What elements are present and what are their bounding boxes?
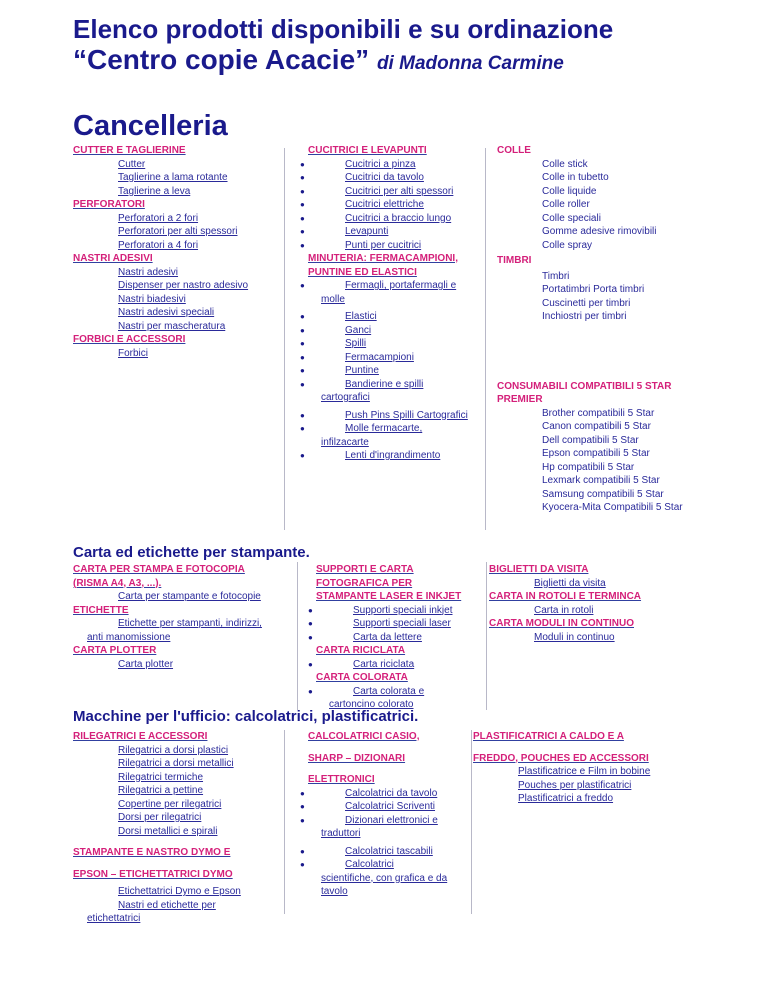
link-dizionari[interactable]: ● Dizionari elettronici e — [300, 814, 470, 828]
carta-column-2 — [308, 563, 483, 712]
link-cucitrici-elettriche[interactable]: ● Cucitrici elettriche — [300, 198, 480, 212]
link-molle[interactable]: ● Molle fermacarte, — [300, 422, 480, 436]
link-calc-tascabili[interactable]: ● Calcolatrici tascabili — [300, 845, 470, 859]
category-timbri: TIMBRI — [497, 255, 532, 266]
category-cutter[interactable]: CUTTER E TAGLIERINE — [73, 145, 186, 156]
item-hp: Hp compatibili 5 Star — [542, 461, 635, 473]
link-fermagli-cont[interactable]: molle — [321, 293, 345, 305]
link-dorsi-spirali[interactable]: Dorsi metallici e spirali — [118, 825, 218, 837]
link-carta-riciclata[interactable]: ● Carta riciclata — [308, 658, 483, 672]
macchine-column-2 — [300, 730, 470, 899]
shop-name — [73, 44, 564, 76]
shop-name-text: “Centro copie Acacie” — [73, 44, 370, 75]
category-colorata[interactable]: CARTA COLORATA — [316, 672, 408, 683]
category-perforatori[interactable]: PERFORATORI — [73, 199, 145, 210]
category-consumabili-2: PREMIER — [497, 394, 543, 405]
category-elettronici[interactable]: ELETTRONICI — [308, 774, 375, 785]
link-carta-plotter[interactable]: Carta plotter — [118, 658, 174, 670]
item-timbri: Timbri — [542, 270, 570, 282]
link-dizionari-cont[interactable]: traduttori — [321, 828, 361, 839]
link-bandierine[interactable]: ● Bandierine e spilli — [300, 378, 480, 392]
link-cucitrici-pinza[interactable]: ● Cucitrici a pinza — [300, 158, 480, 172]
link-cutter[interactable]: Cutter — [118, 158, 146, 170]
category-carta-stampa[interactable]: CARTA PER STAMPA E FOTOCOPIA — [73, 564, 245, 575]
link-biadesivi[interactable]: Nastri biadesivi — [118, 293, 186, 305]
link-cucitrici-braccio[interactable]: ● Cucitrici a braccio lungo — [300, 212, 480, 226]
link-puntine[interactable]: ● Puntine — [300, 364, 480, 378]
link-calc-scientifiche-cont[interactable]: scientifiche, con grafica e da — [321, 872, 448, 884]
link-perforatori-4[interactable]: Perforatori a 4 fori — [118, 239, 199, 251]
item-inchiostri: Inchiostri per timbri — [542, 311, 627, 322]
category-colle: COLLE — [497, 145, 531, 156]
link-dispenser[interactable]: Dispenser per nastro adesivo — [118, 280, 249, 291]
category-consumabili: CONSUMABILI COMPATIBILI 5 STAR — [497, 380, 672, 392]
category-supporti[interactable]: SUPPORTI E CARTA — [316, 564, 414, 575]
link-levapunti[interactable]: ● Levapunti — [300, 225, 480, 239]
column-divider — [485, 148, 486, 530]
link-nastri-etichette[interactable]: Nastri ed etichette per — [118, 899, 216, 911]
category-stampante-dymo[interactable]: STAMPANTE E NASTRO DYMO E — [73, 847, 231, 858]
item-gomme-adesive: Gomme adesive rimovibili — [542, 226, 657, 237]
link-etichettatrici[interactable]: Etichettatrici Dymo e Epson — [118, 886, 241, 897]
link-taglierine-leva[interactable]: Taglierine a leva — [118, 185, 191, 197]
category-forbici[interactable]: FORBICI E ACCESSORI — [73, 334, 186, 345]
section-title-cancelleria: Cancelleria — [73, 110, 228, 142]
link-carta-colorata-cont[interactable]: cartoncino colorato — [329, 699, 414, 710]
link-fermacampioni[interactable]: ● Fermacampioni — [300, 351, 480, 365]
carta-column-1 — [73, 563, 288, 671]
item-colle-spray: Colle spray — [542, 239, 593, 251]
link-carta-rotoli[interactable]: Carta in rotoli — [534, 604, 594, 616]
link-nastri-speciali[interactable]: Nastri adesivi speciali — [118, 307, 215, 318]
cancelleria-column-3 — [497, 144, 757, 515]
category-minuteria-2[interactable]: PUNTINE ED ELASTICI — [308, 266, 417, 278]
link-nastri-adesivi[interactable]: Nastri adesivi — [118, 266, 179, 278]
category-sharp[interactable]: SHARP – DIZIONARI — [308, 752, 406, 764]
category-nastri[interactable]: NASTRI ADESIVI — [73, 253, 153, 264]
category-supporti-2[interactable]: FOTOGRAFICA PER — [316, 577, 413, 589]
link-carta-colorata[interactable]: ● Carta colorata e — [308, 685, 483, 699]
link-rilegatrici-plastici[interactable]: Rilegatrici a dorsi plastici — [118, 744, 229, 756]
item-colle-roller: Colle roller — [542, 199, 590, 210]
link-rilegatrici-termiche[interactable]: Rilegatrici termiche — [118, 771, 204, 783]
link-moduli[interactable]: Moduli in continuo — [534, 631, 615, 643]
link-rilegatrici-pettine[interactable]: Rilegatrici a pettine — [118, 785, 204, 796]
link-carta-stampante[interactable]: Carta per stampante e fotocopie — [118, 591, 261, 602]
category-minuteria[interactable]: MINUTERIA: FERMACAMPIONI, — [308, 253, 458, 264]
link-lenti[interactable]: ● Lenti d'ingrandimento — [300, 449, 480, 463]
item-colle-tubetto: Colle in tubetto — [542, 172, 609, 183]
macchine-column-3 — [473, 730, 763, 806]
column-divider — [297, 562, 298, 710]
link-elastici[interactable]: ● Elastici — [300, 310, 480, 324]
category-rotoli[interactable]: CARTA IN ROTOLI E TERMINCA — [489, 591, 642, 602]
item-portatimbri: Portatimbri Porta timbri — [542, 284, 645, 295]
link-calc-scriventi[interactable]: ● Calcolatrici Scriventi — [300, 800, 470, 814]
cancelleria-column-2 — [300, 144, 480, 463]
link-spilli[interactable]: ● Spilli — [300, 337, 480, 351]
item-kyocera: Kyocera-Mita Compatibili 5 Star — [542, 502, 683, 513]
column-divider — [471, 730, 472, 914]
cancelleria-column-1 — [73, 144, 278, 360]
link-nastri-etichette-cont[interactable]: etichettatrici — [87, 913, 141, 924]
category-pouches[interactable]: FREDDO, POUCHES ED ACCESSORI — [473, 752, 649, 764]
link-molle-cont[interactable]: infilzacarte — [321, 436, 369, 448]
column-divider — [486, 562, 487, 710]
carta-column-3 — [489, 563, 699, 644]
category-etichette[interactable]: ETICHETTE — [73, 604, 129, 616]
section-title-macchine: Macchine per l'ufficio: calcolatrici, plastificatrici. — [73, 708, 419, 725]
category-plastificatrici[interactable]: PLASTIFICATRICI A CALDO E A — [473, 731, 624, 742]
link-perforatori-spessori[interactable]: Perforatori per alti spessori — [118, 226, 238, 237]
owner-name: di Madonna Carmine — [376, 53, 564, 74]
item-cuscinetti: Cuscinetti per timbri — [542, 297, 631, 309]
link-fermagli[interactable]: ● Fermagli, portafermagli e — [300, 279, 480, 293]
link-carta-lettere[interactable]: ● Carta da lettere — [308, 631, 483, 645]
item-brother: Brother compatibili 5 Star — [542, 407, 655, 419]
category-supporti-3[interactable]: STAMPANTE LASER E INKJET — [316, 591, 462, 602]
link-etichette[interactable]: Etichette per stampanti, indirizzi, — [118, 618, 262, 629]
link-rilegatrici-metallici[interactable]: Rilegatrici a dorsi metallici — [118, 758, 234, 769]
item-colle-speciali: Colle speciali — [542, 212, 601, 224]
item-samsung: Samsung compatibili 5 Star — [542, 488, 664, 500]
category-rilegatrici[interactable]: RILEGATRICI E ACCESSORI — [73, 731, 208, 742]
item-dell: Dell compatibili 5 Star — [542, 434, 639, 446]
link-supporti-inkjet[interactable]: ● Supporti speciali inkjet — [308, 604, 483, 618]
category-calcolatrici[interactable]: CALCOLATRICI CASIO, — [308, 731, 420, 742]
category-riciclata[interactable]: CARTA RICICLATA — [316, 645, 406, 656]
item-epson: Epson compatibili 5 Star — [542, 448, 650, 459]
column-divider — [284, 148, 285, 530]
link-calc-scientifiche-cont2[interactable]: tavolo — [321, 886, 348, 897]
link-bandierine-cont[interactable]: cartografici — [321, 392, 370, 403]
link-ganci[interactable]: ● Ganci — [300, 324, 480, 338]
category-epson-dymo[interactable]: EPSON – ETICHETTATRICI DYMO — [73, 868, 233, 880]
link-dorsi[interactable]: Dorsi per rilegatrici — [118, 812, 202, 823]
link-biglietti[interactable]: Biglietti da visita — [534, 577, 606, 589]
category-carta-stampa-2[interactable]: (RISMA A4, A3, ...). — [73, 577, 162, 589]
link-plast-freddo[interactable]: Plastificatrici a freddo — [518, 793, 614, 804]
category-biglietti[interactable]: BIGLIETTI DA VISITA — [489, 564, 589, 575]
category-carta-plotter[interactable]: CARTA PLOTTER — [73, 645, 157, 656]
link-cucitrici-tavolo[interactable]: ● Cucitrici da tavolo — [300, 171, 480, 185]
link-perforatori-2[interactable]: Perforatori a 2 fori — [118, 212, 199, 224]
link-forbici[interactable]: Forbici — [118, 347, 149, 359]
link-cucitrici-spessori[interactable]: ● Cucitrici per alti spessori — [300, 185, 480, 199]
item-colle-liquide: Colle liquide — [542, 185, 597, 197]
link-push-pins[interactable]: ● Push Pins Spilli Cartografici — [300, 409, 480, 423]
category-moduli[interactable]: CARTA MODULI IN CONTINUO — [489, 618, 634, 629]
category-cucitrici[interactable]: CUCITRICI E LEVAPUNTI — [308, 145, 427, 156]
link-mascheratura[interactable]: Nastri per mascheratura — [118, 320, 226, 332]
link-punti[interactable]: ● Punti per cucitrici — [300, 239, 480, 253]
section-title-carta: Carta ed etichette per stampante. — [73, 544, 310, 561]
link-copertine[interactable]: Copertine per rilegatrici — [118, 798, 222, 810]
item-lexmark: Lexmark compatibili 5 Star — [542, 475, 660, 486]
link-etichette-cont[interactable]: anti manomissione — [87, 631, 171, 643]
item-canon: Canon compatibili 5 Star — [542, 421, 651, 432]
link-calc-scientifiche[interactable]: ● Calcolatrici — [300, 858, 470, 872]
link-supporti-laser[interactable]: ● Supporti speciali laser — [308, 617, 483, 631]
link-plastificatrice-film[interactable]: Plastificatrice e Film in bobine — [518, 766, 651, 777]
column-divider — [284, 730, 285, 914]
page-title: Elenco prodotti disponibili e su ordinazione — [73, 14, 614, 44]
item-colle-stick: Colle stick — [542, 158, 588, 170]
macchine-column-1 — [73, 730, 278, 926]
link-pouches[interactable]: Pouches per plastificatrici — [518, 779, 632, 791]
link-taglierine-rotante[interactable]: Taglierine a lama rotante — [118, 172, 228, 183]
link-calc-tavolo[interactable]: ● Calcolatrici da tavolo — [300, 787, 470, 801]
